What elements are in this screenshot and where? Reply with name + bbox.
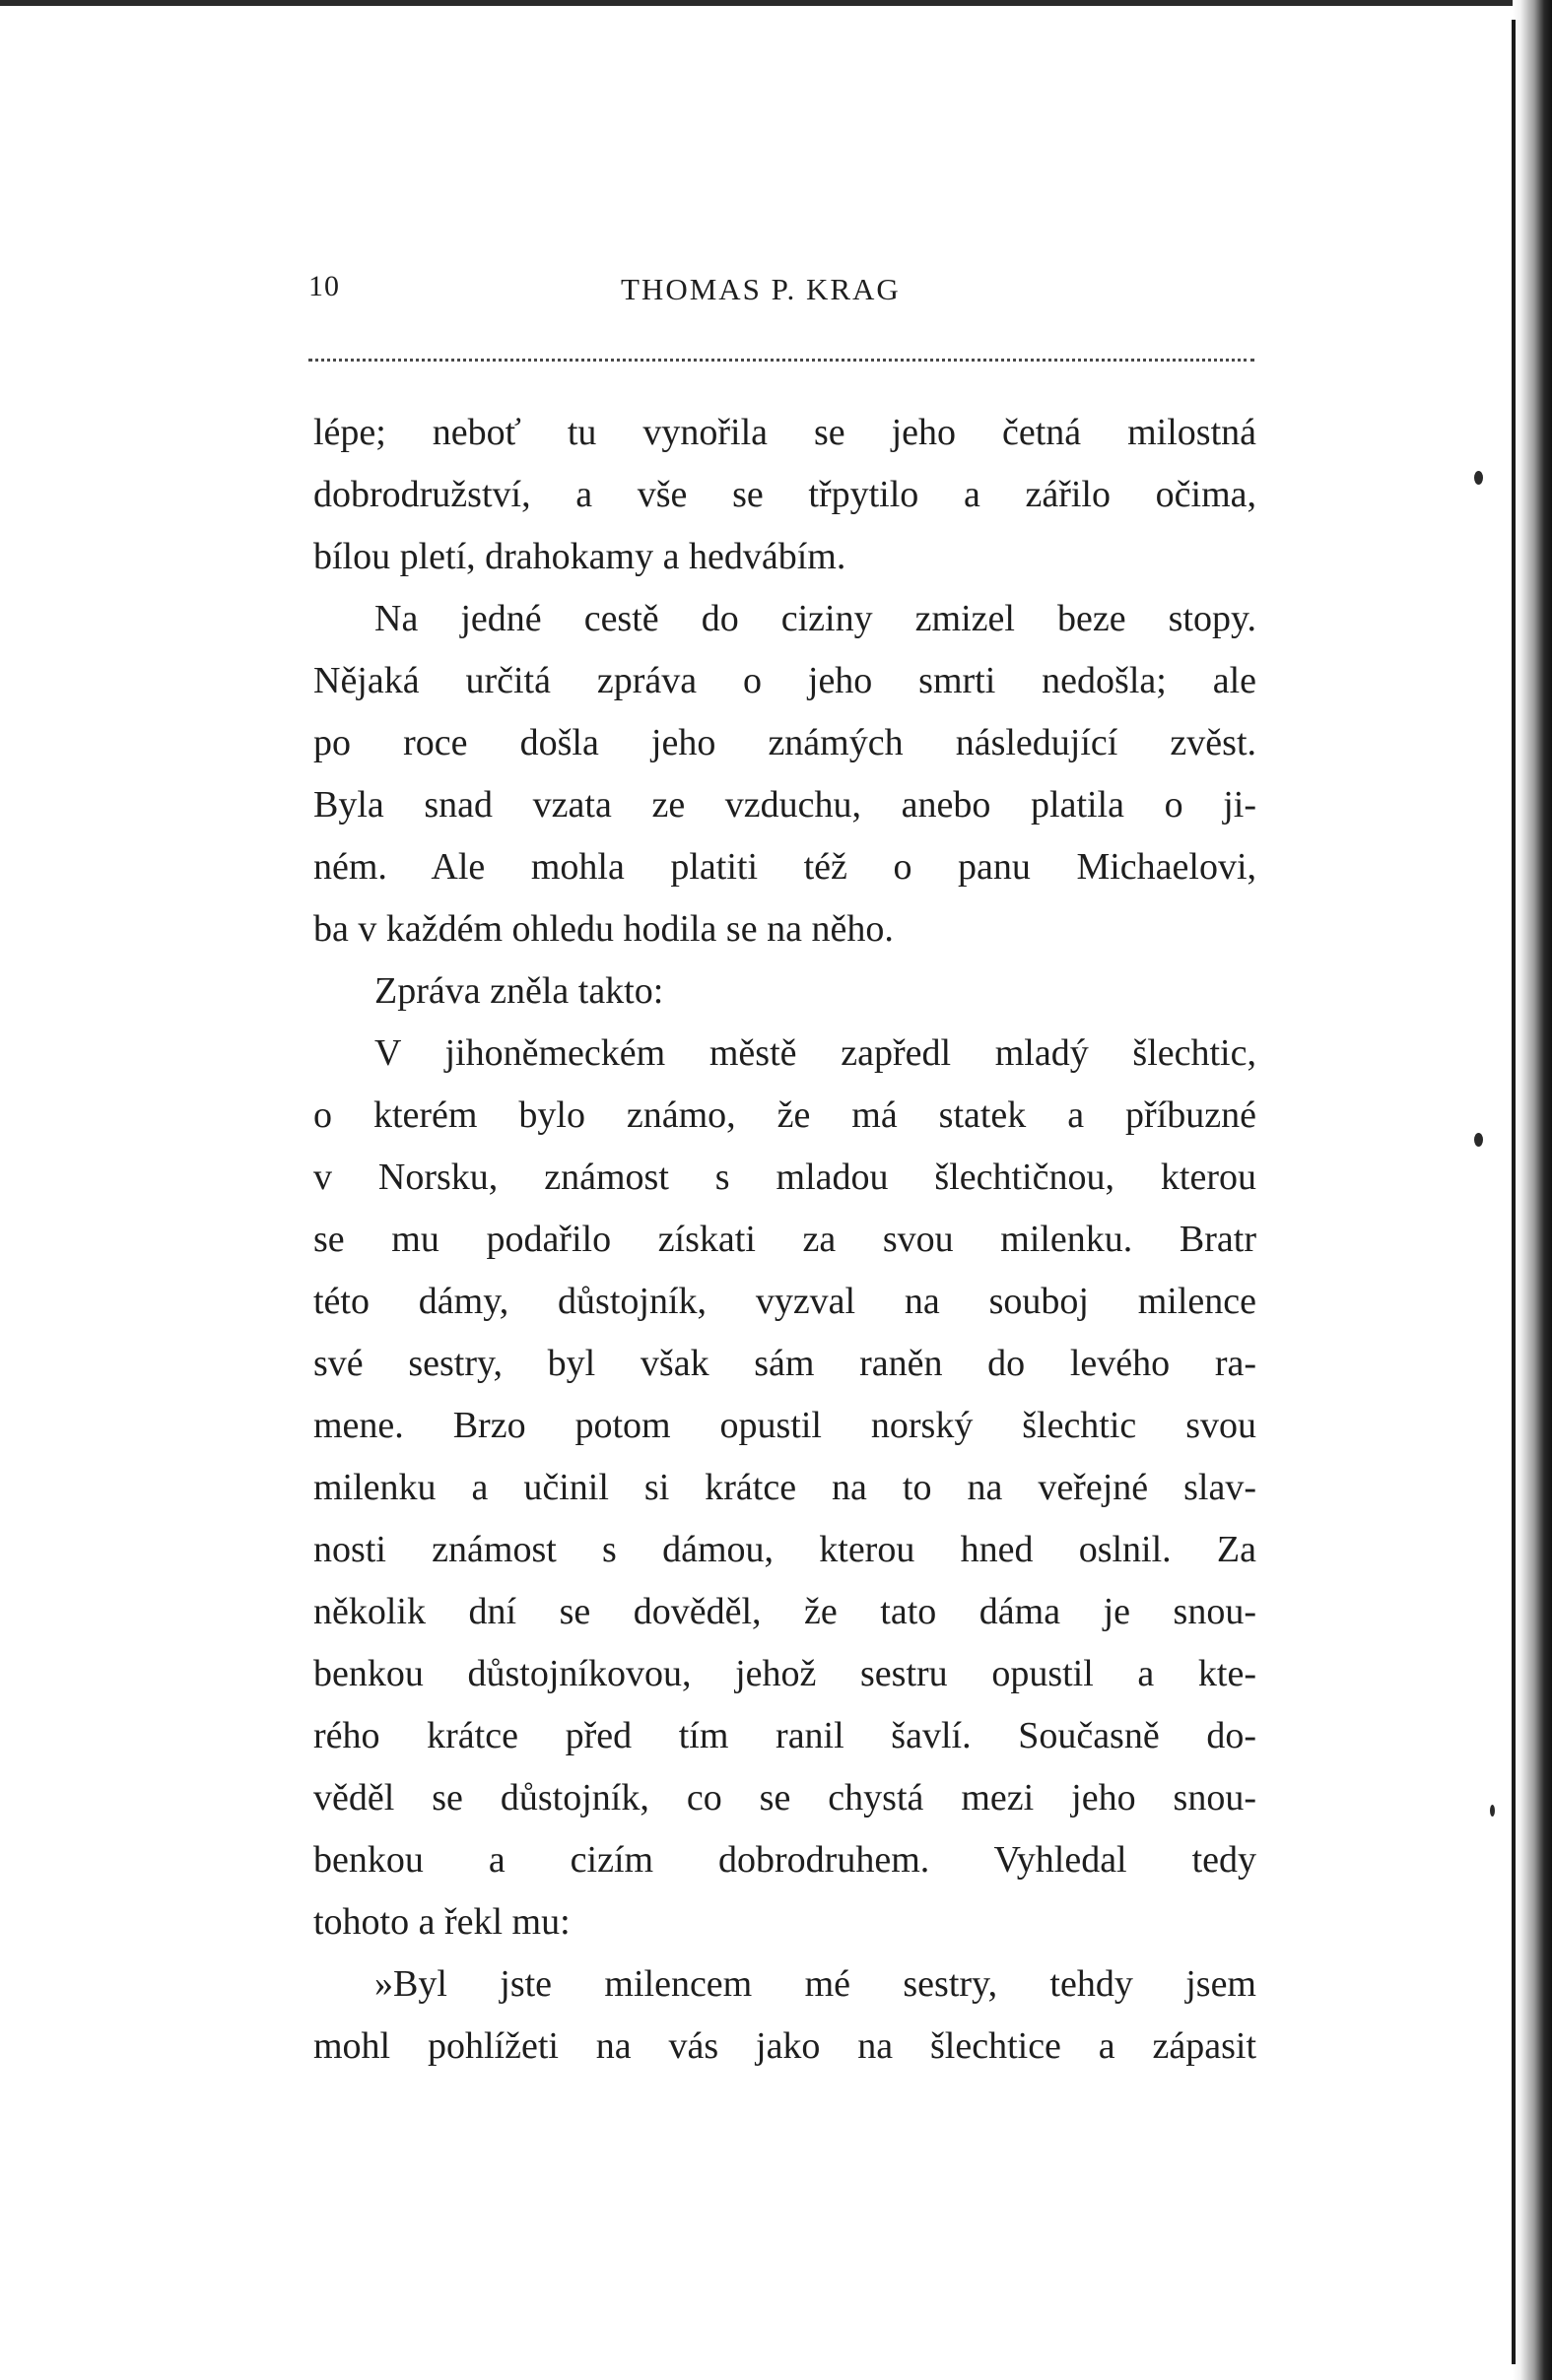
text-line: této dámy, důstojník, vyzval na souboj milence: [313, 1281, 1256, 1322]
text-line: bílou pletí, drahokamy a hedvábím.: [313, 536, 846, 577]
text-line: Byla snad vzata ze vzduchu, anebo platila o ji-: [313, 784, 1256, 826]
text-line: nosti známost s dámou, kterou hned oslnil. Za: [313, 1529, 1256, 1570]
text-line: ném. Ale mohla platiti též o panu Michaelovi,: [313, 846, 1256, 888]
text-line: o kterém bylo známo, že má statek a příbuzné: [313, 1094, 1256, 1136]
page-number: 10: [308, 270, 340, 302]
running-header: [308, 264, 1254, 323]
text-line: V jihoněmeckém městě zapředl mladý šlechtic,: [374, 1032, 1256, 1074]
text-line: mene. Brzo potom opustil norský šlechtic svou: [313, 1405, 1256, 1446]
text-line: v Norsku, známost s mladou šlechtičnou, kterou: [313, 1157, 1256, 1198]
text-line: Nějaká určitá zpráva o jeho smrti nedošla; ale: [313, 660, 1256, 701]
margin-mark: [1490, 1805, 1495, 1817]
text-line: své sestry, byl však sám raněn do levého ra-: [313, 1343, 1256, 1384]
binding-edge: [1512, 20, 1516, 2364]
text-line: Na jedné cestě do ciziny zmizel beze stopy.: [374, 598, 1256, 639]
body-text: [313, 402, 1256, 2078]
margin-mark: [1474, 1133, 1483, 1147]
text-line: milenku a učinil si krátce na to na veřejné slav-: [313, 1467, 1256, 1508]
text-line: ba v každém ohledu hodila se na něho.: [313, 908, 894, 950]
text-line: věděl se důstojník, co se chystá mezi jeho snou-: [313, 1777, 1256, 1818]
text-line: benkou důstojníkovou, jehož sestru opustil a kte-: [313, 1653, 1256, 1694]
text-line: Zpráva zněla takto:: [374, 970, 664, 1012]
text-line: lépe; neboť tu vynořila se jeho četná milostná: [313, 412, 1256, 453]
text-line: dobrodružství, a vše se třpytilo a zářilo očima,: [313, 474, 1256, 515]
margin-mark: [1474, 471, 1483, 485]
text-line: »Byl jste milencem mé sestry, tehdy jsem: [374, 1963, 1256, 2005]
running-title: THOMAS P. KRAG: [621, 272, 901, 306]
text-line: benkou a cizím dobrodruhem. Vyhledal tedy: [313, 1839, 1256, 1881]
text-line: po roce došla jeho známých následující zvěst.: [313, 722, 1256, 763]
text-line: tohoto a řekl mu:: [313, 1901, 571, 1943]
text-line: rého krátce před tím ranil šavlí. Současně do-: [313, 1715, 1256, 1756]
header-rule: [308, 359, 1254, 362]
text-line: mohl pohlížeti na vás jako na šlechtice a zápasit: [313, 2025, 1256, 2067]
text-line: se mu podařilo získati za svou milenku. Bratr: [313, 1219, 1256, 1260]
page-top-edge: [0, 0, 1552, 6]
binding-shadow: [1513, 0, 1552, 2380]
text-line: několik dní se dověděl, že tato dáma je snou-: [313, 1591, 1256, 1632]
